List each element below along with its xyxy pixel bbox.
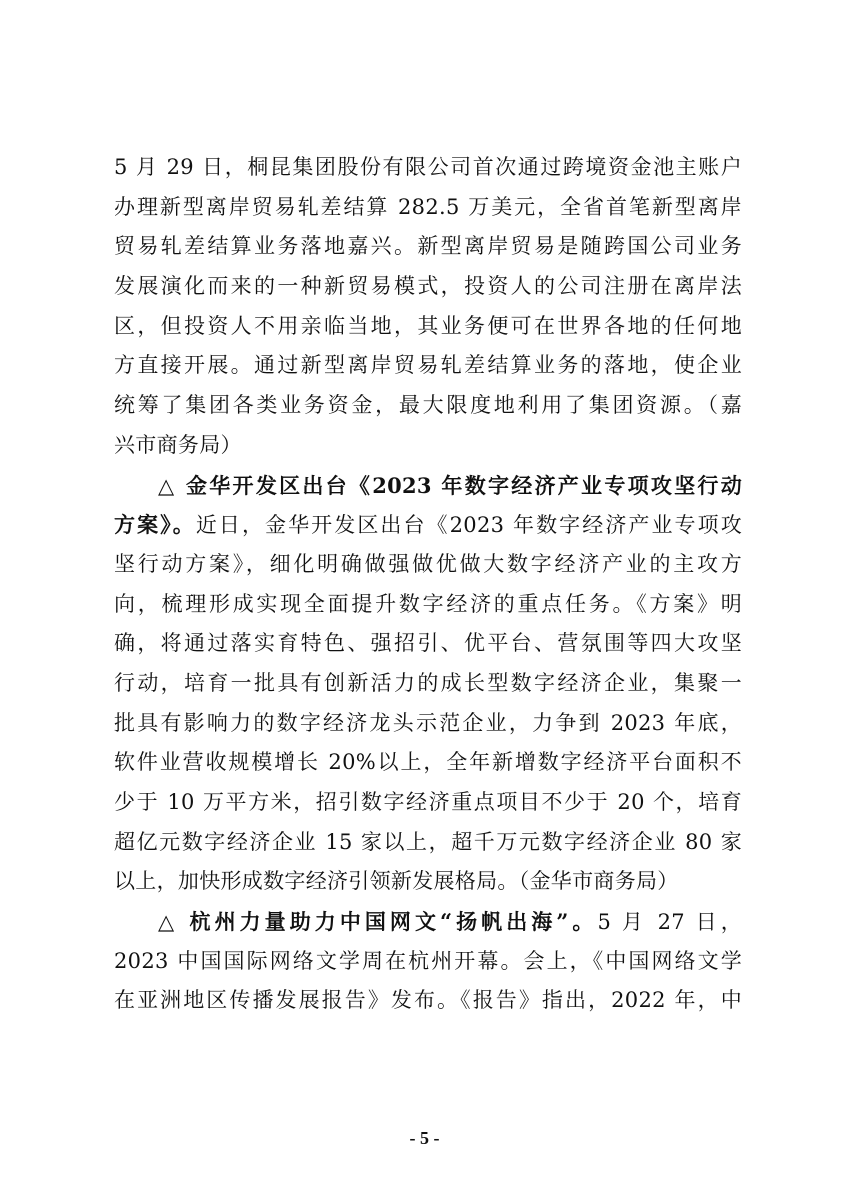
section-heading: △ 杭州力量助力中国网文“扬帆出海”。 <box>158 909 598 935</box>
text-line: 兴市商务局） <box>114 432 242 457</box>
text-line: 坚行动方案》，细化明确做强做优做大数字经济产业的主攻方 <box>114 551 742 576</box>
text-line: 批具有影响力的数字经济龙头示范企业，力争到 2023 年底， <box>114 710 742 735</box>
section-heading-continued: 方案》。 <box>114 512 196 538</box>
text-line: 区，但投资人不用亲临当地，其业务便可在世界各地的任何地 <box>114 313 742 338</box>
text-line: 贸易轧差结算业务落地嘉兴。新型离岸贸易是随跨国公司业务 <box>114 234 742 259</box>
section-heading: △ 金华开发区出台《2023 年数字经济产业专项攻坚行动 <box>158 472 742 498</box>
text-line <box>114 505 742 545</box>
text-line: 行动，培育一批具有创新活力的成长型数字经济企业，集聚一 <box>114 670 742 695</box>
document-body <box>114 148 742 1021</box>
text-line: 少于 10 万平方米，招引数字经济重点项目不少于 20 个，培育 <box>114 790 742 814</box>
text-line: 软件业营收规模增长 20%以上，全年新增数字经济平台面积不 <box>114 750 742 775</box>
paragraph-jinhua-digital-economy <box>114 466 742 903</box>
text-line: 方直接开展。通过新型离岸贸易轧差结算业务的落地，使企业 <box>114 353 742 378</box>
text-line: 统筹了集团各类业务资金，最大限度地利用了集团资源。（嘉 <box>114 393 742 418</box>
text-line: 确，将通过落实育特色、强招引、优平台、营氛围等四大攻坚 <box>114 631 742 656</box>
text-line: 超亿元数字经济企业 15 家以上，超千万元数字经济企业 80 家 <box>114 829 742 854</box>
text-line: 5 月 29 日，桐昆集团股份有限公司首次通过跨境资金池主账户 <box>114 155 742 179</box>
paragraph-hangzhou-online-literature <box>114 902 742 1021</box>
text-line: 办理新型离岸贸易轧差结算 282.5 万美元，全省首笔新型离岸 <box>114 194 742 219</box>
text-line: 向，梳理形成实现全面提升数字经济的重点任务。《方案》明 <box>114 591 742 616</box>
text-line <box>114 902 742 942</box>
text-line: 在亚洲地区传播发展报告》发布。《报告》指出，2022 年，中 <box>114 988 742 1013</box>
text-line-rest: 近日，金华开发区出台《2023 年数字经济产业专项攻 <box>195 513 743 538</box>
text-line: 发展演化而来的一种新贸易模式，投资人的公司注册在离岸法 <box>114 274 742 299</box>
paragraph-jiaxing-offshore-trade <box>114 148 742 466</box>
text-line: 以上，加快形成数字经济引领新发展格局。（金华市商务局） <box>114 869 679 894</box>
text-line-rest: 5 月 27 日， <box>597 910 742 935</box>
text-line: 2023 中国国际网络文学周在杭州开幕。会上，《中国网络文学 <box>114 948 742 973</box>
page-number: - 5 - <box>409 1128 440 1148</box>
